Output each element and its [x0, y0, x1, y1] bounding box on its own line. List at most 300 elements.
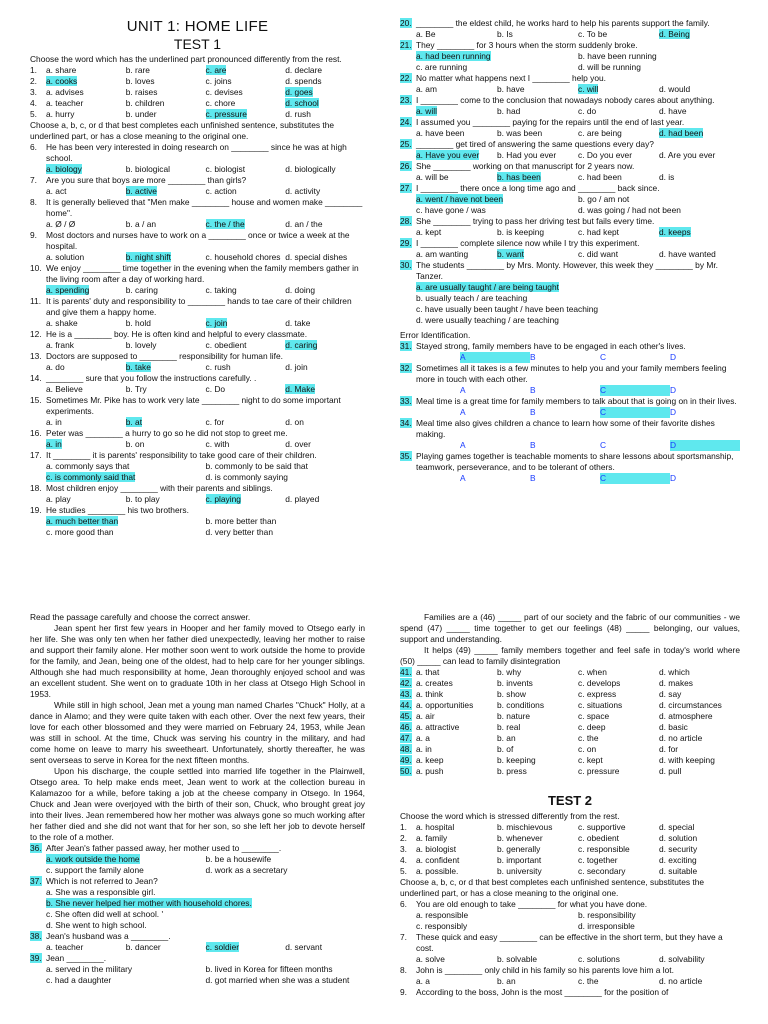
question-item	[30, 230, 365, 263]
option-a	[46, 252, 126, 263]
error-mark-B: B	[530, 440, 536, 450]
question-number-text: 43.	[400, 689, 412, 699]
option-text: c. space	[578, 711, 610, 721]
option-d	[578, 62, 740, 73]
option-a	[416, 667, 497, 678]
option-text: d. is commonly saying	[205, 472, 288, 482]
option-text: b. whenever	[497, 833, 543, 843]
option-a	[416, 700, 497, 711]
option-text: a. had been running	[416, 51, 491, 61]
option-d	[285, 340, 365, 351]
option-a	[46, 98, 126, 109]
question-stem	[30, 953, 365, 964]
question-number-text: 32.	[400, 363, 412, 373]
option-text: c. more good than	[46, 527, 114, 537]
option-a	[416, 822, 497, 833]
error-mark-B: B	[530, 385, 536, 395]
option-c	[578, 855, 659, 866]
option-text: c. is commonly said that	[46, 472, 136, 482]
question-number	[400, 451, 416, 473]
question-18	[30, 483, 365, 505]
option-text: b. was been	[497, 128, 543, 138]
option-text: a. family	[416, 833, 448, 843]
option-text: a. will be	[416, 172, 449, 182]
cloze-option-row	[400, 766, 740, 777]
option-text: b. go / am not	[578, 194, 630, 204]
option-a	[416, 866, 497, 877]
option-b	[578, 194, 740, 205]
instruction-mcq: Choose a, b, c, or d that best completes each unfinished sentence, substitutes the underlined part, or has a close meaning to the original one.	[30, 120, 335, 141]
cloze-option-row	[400, 722, 740, 733]
option-b	[126, 186, 206, 197]
option-a	[416, 744, 497, 755]
options-row	[400, 150, 740, 161]
option-b	[206, 964, 366, 975]
option-text: a. am	[416, 84, 437, 94]
option-text: c. do	[578, 106, 597, 116]
option-text: a. that	[416, 667, 440, 677]
option-b	[497, 667, 578, 678]
question-number: 21.	[400, 40, 412, 50]
options-row	[416, 844, 740, 855]
option-d	[285, 384, 365, 395]
question-number: 15.	[30, 395, 42, 405]
error-mark-A: A	[460, 440, 466, 450]
option-text: d. biologically	[285, 164, 336, 174]
option-text: c. the	[578, 976, 599, 986]
question-number-text: 49.	[400, 755, 412, 765]
unit-title: UNIT 1: HOME LIFE	[126, 18, 269, 35]
cloze-option-row	[400, 755, 740, 766]
option-text: b. want	[497, 249, 525, 259]
option-d	[659, 954, 740, 965]
error-mark-C: C	[600, 385, 670, 396]
question-text: I ________ come to the conclusion that nowadays nobody cares about anything.	[416, 95, 715, 105]
option-text: a. solution	[46, 252, 85, 262]
question-text: Doctors are supposed to ________ responsibility for human life.	[46, 351, 283, 361]
option-a	[416, 128, 497, 139]
error-item	[400, 451, 740, 484]
option-text: c. playing	[205, 494, 241, 504]
option-c	[206, 439, 286, 450]
question-number: 39.	[30, 953, 42, 963]
question-number: 23.	[400, 95, 412, 105]
option-d	[659, 128, 740, 139]
option-text: a. attractive	[416, 722, 460, 732]
question-text: Meal time also gives children a chance to learn how some of their favorite dishes making.	[416, 418, 715, 439]
option-b	[126, 252, 206, 263]
options-row	[400, 205, 740, 216]
option-text: b. keeping	[497, 755, 536, 765]
option-text: c. situations	[578, 700, 623, 710]
option-text: d. atmosphere	[659, 711, 713, 721]
option-d	[285, 186, 365, 197]
question-text: She ________ trying to pass her driving test but fails every time.	[416, 216, 655, 226]
option-b	[497, 822, 578, 833]
options-row	[416, 833, 740, 844]
option-text: c. when	[578, 667, 607, 677]
option-text: a. She was a responsible girl.	[46, 887, 156, 897]
option-text: a. biologist	[416, 844, 457, 854]
option-d	[285, 109, 365, 120]
cloze-passage-2: It helps (49) _____ family members together and feel safe in today's world where (50) _____ can lead to family disintegration	[400, 645, 740, 666]
options-row	[30, 285, 365, 296]
question-stem	[400, 899, 740, 910]
passage-paragraph-3: Upon his discharge, the couple settled into married life together in the Plainwell, Otsego area. To help make ends meet, Jean went to work at the collection bureau in Kalamazoo for a while, before taking a job at the cheese company in Otsego. In 1964, Chuck and Jean were overjoyed with the birth of their son, Chuck, who brought great joy into their lives. Jean remembered how her mother was always gone so much working after her father died and she did not want that for her son, so she left her job to devote herself to the role of a mother.	[30, 766, 365, 842]
option-text: b. caring	[125, 285, 158, 295]
option-text: d. special dishes	[285, 252, 348, 262]
option-a	[416, 722, 497, 733]
option-d	[285, 65, 365, 76]
option-text: a. will	[416, 106, 437, 116]
option-b	[497, 128, 578, 139]
question-number	[400, 711, 416, 722]
options-row	[400, 62, 740, 73]
option-text: d. were usually teaching / are teaching	[416, 315, 559, 325]
question-item	[400, 73, 740, 95]
question-stem	[30, 175, 365, 186]
options-row	[30, 494, 365, 505]
option-text: b. lovely	[125, 340, 157, 350]
option-b	[497, 249, 578, 260]
option-text: c. obedient	[205, 340, 247, 350]
options-row	[400, 910, 740, 921]
question-text: It ________ it is parents' responsibility to take good care of their children.	[46, 450, 317, 460]
options-row	[46, 87, 365, 98]
option-a	[46, 340, 126, 351]
option-c	[206, 87, 286, 98]
error-mark-A: A	[460, 407, 466, 417]
question-text: According to the boss, John is the most ________ for the position of	[416, 987, 669, 997]
question-stem	[400, 40, 740, 51]
option-b	[126, 494, 206, 505]
question-stem	[400, 161, 740, 172]
option-d	[206, 472, 366, 483]
option-text: a. confident	[416, 855, 460, 865]
question-number: 26.	[400, 161, 412, 171]
option-text: a. solve	[416, 954, 445, 964]
error-questions	[400, 341, 740, 484]
question-stem	[30, 142, 365, 164]
option-a	[46, 516, 206, 527]
option-d	[659, 29, 740, 40]
options-row	[30, 527, 365, 538]
option-d	[285, 285, 365, 296]
option-text: b. rare	[125, 65, 150, 75]
option-b	[126, 362, 206, 373]
option-text: b. on	[125, 439, 145, 449]
option-b	[497, 954, 578, 965]
error-mark-C: C	[600, 407, 670, 418]
option-text: d. have	[659, 106, 687, 116]
option-text: b. press	[497, 766, 527, 776]
option-text: b. why	[497, 667, 522, 677]
option-text: b. nature	[497, 711, 531, 721]
option-b	[497, 84, 578, 95]
option-text: c. responsibly	[416, 921, 468, 931]
option-d	[285, 417, 365, 428]
cloze-option-row	[400, 744, 740, 755]
option-text: a. teacher	[46, 98, 84, 108]
test2-mcq-questions	[400, 899, 740, 998]
option-d	[46, 920, 365, 931]
option-a	[416, 855, 497, 866]
passage-paragraph-2: While still in high school, Jean met a young man named Charles "Chuck" Holly, at a dance in Alamo; and they were quite taken with each other. Over the next few years, their love for each other blossomed and they were married on February 24, 1953, while Jean was still in school. At the time, Chuck was serving his country in the military, and had come home on leave to marry his sweetheart. Unfortunately, shortly thereafter, he was sent overseas to serve in Korea for the next fifteen months.	[30, 700, 365, 765]
option-text: c. chore	[205, 98, 236, 108]
option-a	[416, 755, 497, 766]
option-d	[659, 822, 740, 833]
option-a	[46, 65, 126, 76]
options-row	[416, 755, 740, 766]
option-text: c. together	[578, 855, 618, 865]
option-a	[416, 678, 497, 689]
option-b	[497, 700, 578, 711]
option-b	[578, 51, 740, 62]
option-text: a. served in the military	[46, 964, 133, 974]
option-d	[659, 172, 740, 183]
option-c	[578, 249, 659, 260]
option-b	[126, 65, 206, 76]
option-d	[206, 865, 366, 876]
option-text: d. solution	[659, 833, 698, 843]
error-mark-D: D	[670, 352, 677, 362]
option-text: a. commonly says that	[46, 461, 130, 471]
options-row	[30, 417, 365, 428]
options-row	[30, 516, 365, 527]
question-stem	[30, 876, 365, 887]
option-text: b. mischievous	[497, 822, 553, 832]
question-text: Sometimes all it takes is a few minutes to help you and your family members feeling more in touch with each other.	[416, 363, 727, 384]
option-text: b. raises	[125, 87, 158, 97]
option-text: a. a	[416, 733, 430, 743]
option-text: b. more better than	[205, 516, 277, 526]
option-c	[578, 667, 659, 678]
question-item	[400, 18, 740, 40]
options-row	[400, 921, 740, 932]
options-row	[400, 84, 740, 95]
option-a	[46, 109, 126, 120]
options-row	[416, 678, 740, 689]
option-text: d. no article	[659, 733, 703, 743]
option-text: c. pressure	[578, 766, 620, 776]
option-text: a. creates	[416, 678, 453, 688]
question-item	[30, 175, 365, 197]
cloze-option-row	[400, 733, 740, 744]
stress-question	[400, 844, 740, 855]
option-c	[206, 285, 286, 296]
options-row	[46, 109, 365, 120]
option-text: a. much better than	[46, 516, 119, 526]
option-text: a. Have you ever	[416, 150, 480, 160]
question-number: 9.	[30, 230, 37, 240]
cloze-option-row	[400, 667, 740, 678]
question-item	[30, 142, 365, 175]
option-text: d. suitable	[659, 866, 698, 876]
option-text: c. had kept	[578, 227, 619, 237]
option-text: c. supportive	[578, 822, 626, 832]
options-row	[30, 340, 365, 351]
option-b	[206, 854, 366, 865]
question-stem	[400, 341, 740, 352]
question-number: 6.	[30, 142, 37, 152]
question-item	[30, 373, 365, 395]
question-stem	[400, 363, 740, 385]
cloze-panel	[400, 612, 740, 1024]
option-d	[659, 755, 740, 766]
option-a	[46, 318, 126, 329]
question-text: Are you sure that boys are more ________ than girls?	[46, 175, 247, 185]
option-c	[578, 844, 659, 855]
error-marks	[400, 473, 740, 484]
option-d	[206, 975, 366, 986]
option-text: b. invents	[497, 678, 533, 688]
question-text: The students ________ by Mrs. Monty. However, this week they ________ by Mr. Tanzer.	[416, 260, 718, 281]
option-d	[659, 700, 740, 711]
option-a	[416, 29, 497, 40]
option-text: a. in	[46, 417, 62, 427]
option-a	[46, 164, 126, 175]
option-text: c. solutions	[578, 954, 620, 964]
option-a	[416, 954, 497, 965]
option-a	[416, 976, 497, 987]
error-mark-C: C	[600, 352, 607, 362]
option-b	[126, 942, 206, 953]
question-number: 19.	[30, 505, 42, 515]
cloze-passage: Families are a (46) _____ part of our society and the fabric of our communities - we spend (47) _____ time together to get our feelings (48) _____ belonging, our values, support and understanding.	[400, 612, 740, 644]
option-c	[206, 318, 286, 329]
option-d	[578, 205, 740, 216]
question-stem	[400, 117, 740, 128]
question-number: 20.	[400, 18, 412, 28]
option-a	[46, 964, 206, 975]
question-item	[30, 931, 365, 953]
question-number: 1.	[400, 822, 407, 832]
option-text: c. express	[578, 689, 617, 699]
question-number-text: 47.	[400, 733, 412, 743]
option-text: c. will	[578, 84, 599, 94]
option-text: a. are usually taught / are being taught	[416, 282, 559, 292]
option-text: c. are running	[416, 62, 468, 72]
option-text: d. spends	[285, 76, 322, 86]
options-row	[400, 194, 740, 205]
option-text: d. is	[659, 172, 675, 182]
question-stem	[400, 95, 740, 106]
question-number: 17.	[30, 450, 42, 460]
option-a	[46, 461, 206, 472]
option-a	[46, 494, 126, 505]
option-d	[285, 318, 365, 329]
option-text: a. advises	[46, 87, 84, 97]
options-row	[416, 689, 740, 700]
option-text: c. To be	[578, 29, 608, 39]
option-c	[578, 833, 659, 844]
option-text: b. under	[125, 109, 157, 119]
option-c	[46, 472, 206, 483]
question-text: ________ sure that you follow the instructions carefully. .	[46, 373, 257, 383]
options-row	[400, 29, 740, 40]
option-c	[578, 678, 659, 689]
option-text: a. share	[46, 65, 77, 75]
question-stem	[30, 843, 365, 854]
question-item	[400, 216, 740, 238]
error-mark-D: D	[670, 385, 677, 395]
option-a	[416, 84, 497, 95]
question-number: 14.	[30, 373, 42, 383]
error-mark-B: B	[530, 473, 536, 483]
error-item	[400, 341, 740, 363]
question-text: He studies ________ his two brothers.	[46, 505, 189, 515]
option-text: c. taking	[205, 285, 237, 295]
options-row	[416, 866, 740, 877]
option-text: d. doing	[285, 285, 316, 295]
option-d	[285, 252, 365, 263]
options-row	[416, 733, 740, 744]
option-text: c. secondary	[578, 866, 626, 876]
question-number	[400, 260, 416, 282]
question-stem	[30, 373, 365, 384]
question-stem	[400, 216, 740, 227]
option-b	[497, 711, 578, 722]
options-row	[30, 186, 365, 197]
option-b	[497, 172, 578, 183]
question-number: 3.	[400, 844, 407, 854]
option-text: d. on	[285, 417, 304, 427]
option-text: c. had a daughter	[46, 975, 112, 985]
test2-instruction-stress: Choose the word which is stressed differently from the rest.	[400, 811, 620, 821]
option-a	[46, 384, 126, 395]
test1-title: TEST 1	[173, 36, 222, 52]
stress-question	[400, 833, 740, 844]
option-b	[497, 150, 578, 161]
option-c	[206, 164, 286, 175]
option-text: a. hurry	[46, 109, 75, 119]
options-row	[400, 128, 740, 139]
option-a	[416, 282, 740, 293]
option-d	[659, 227, 740, 238]
question-item	[30, 197, 365, 230]
option-text: a. think	[416, 689, 444, 699]
option-c	[206, 494, 286, 505]
option-text: d. servant	[285, 942, 323, 952]
question-stem	[400, 418, 740, 440]
option-d	[285, 494, 365, 505]
option-text: d. Being	[659, 29, 690, 39]
question-item	[30, 876, 365, 931]
option-text: a. a	[416, 976, 430, 986]
question-item	[400, 987, 740, 998]
option-text: c. join	[205, 318, 228, 328]
option-b	[497, 766, 578, 777]
question-number-text: 41.	[400, 667, 412, 677]
option-text: c. are being	[578, 128, 622, 138]
option-d	[285, 87, 365, 98]
options-row	[30, 362, 365, 373]
option-b	[126, 98, 206, 109]
option-b	[497, 855, 578, 866]
question-stem	[30, 428, 365, 439]
option-text: d. pull	[659, 766, 682, 776]
options-row	[46, 98, 365, 109]
option-text: c. support the family alone	[46, 865, 144, 875]
error-item	[400, 418, 740, 451]
question-number-text: 44.	[400, 700, 412, 710]
option-text: b. dancer	[125, 942, 161, 952]
option-text: b. is keeping	[497, 227, 545, 237]
question-text: I ________ complete silence now while I try this experiment.	[416, 238, 640, 248]
option-text: b. take	[125, 362, 151, 372]
question-number	[400, 766, 416, 777]
option-b	[497, 866, 578, 877]
